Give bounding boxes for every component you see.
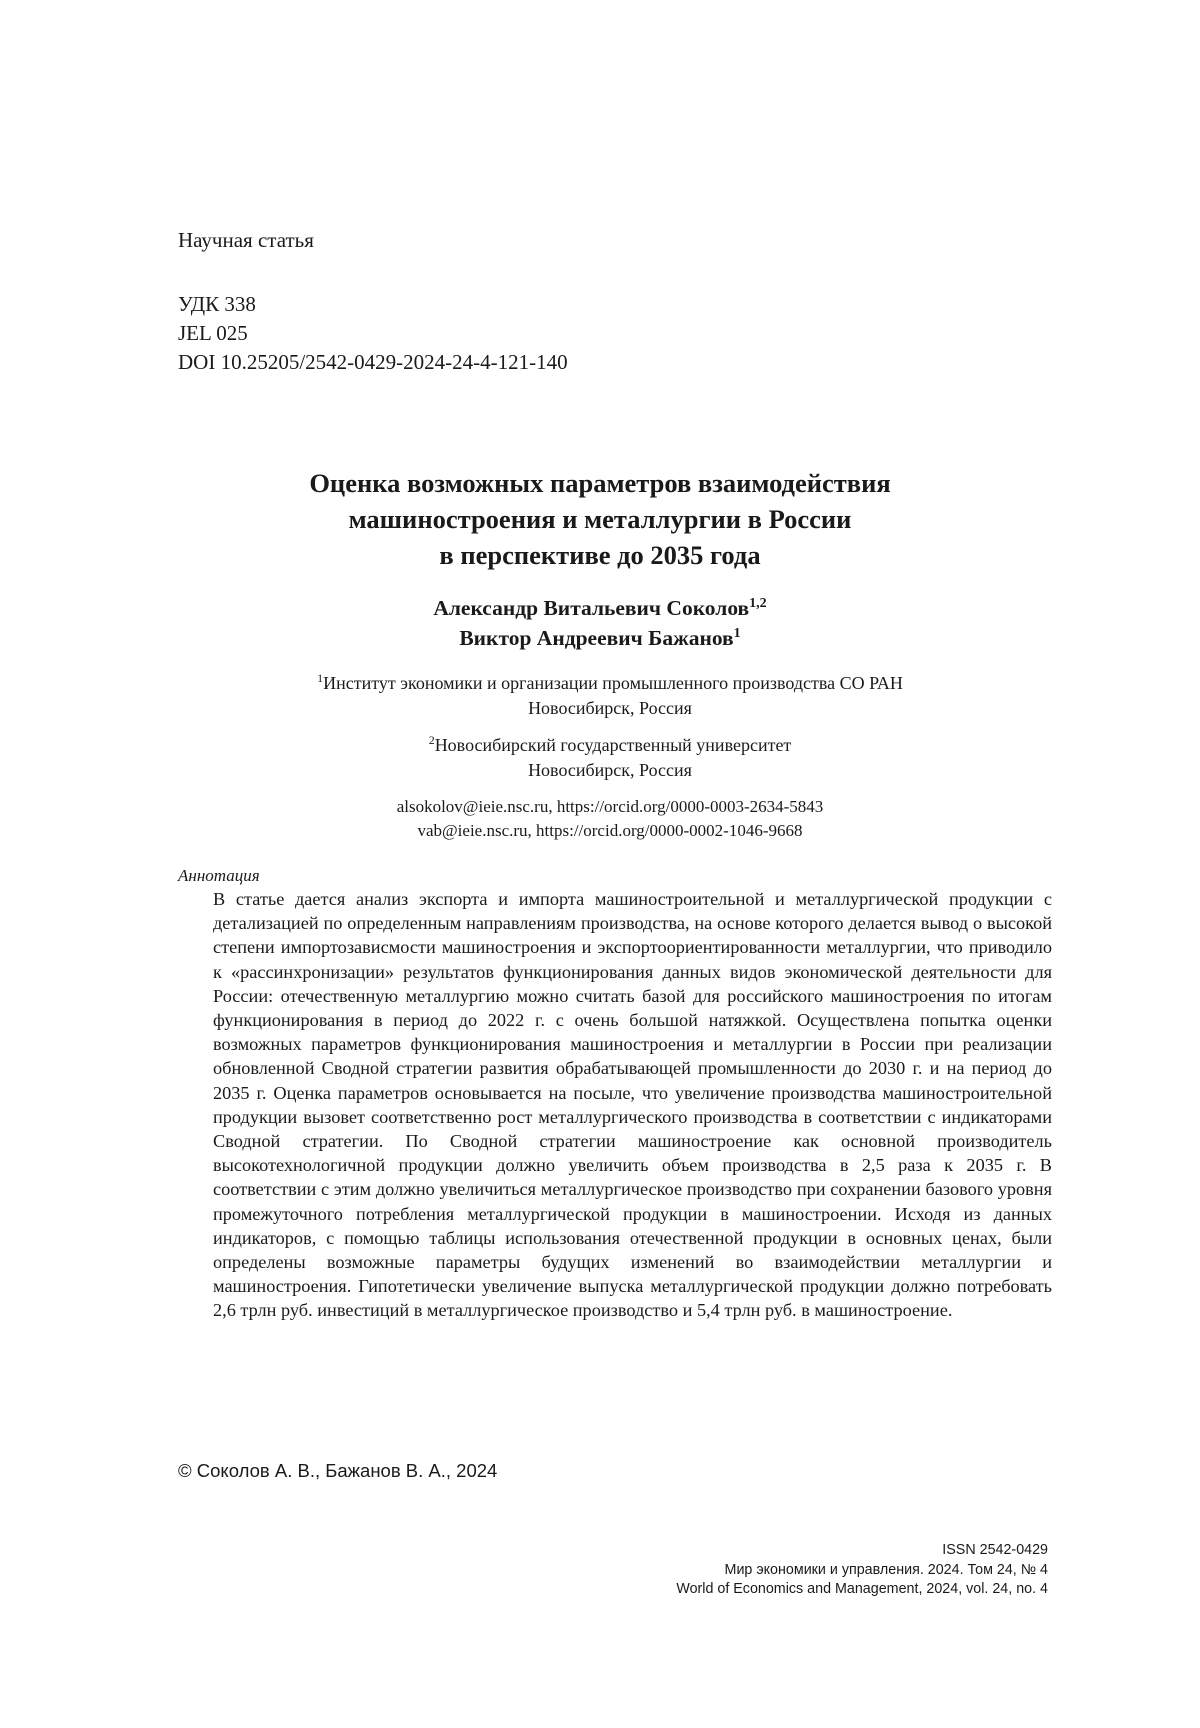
author-1 bbox=[150, 593, 1050, 623]
affiliation-2-name: Новосибирский государственный университет bbox=[434, 735, 792, 755]
jel-code: JEL 025 bbox=[178, 321, 248, 345]
article-identifiers bbox=[178, 290, 568, 377]
author-1-affiliation-ref: 1,2 bbox=[749, 595, 767, 611]
article-title bbox=[150, 465, 1050, 573]
contact-1[interactable]: alsokolov@ieie.nsc.ru, https://orcid.org/0000-0003-2634-5843 bbox=[396, 797, 824, 816]
title-line-1: Оценка возможных параметров взаимодействия bbox=[309, 468, 891, 498]
affiliation-1-city: Новосибирск, Россия bbox=[528, 698, 692, 718]
affiliation-1-name: Институт экономики и организации промышленного производства СО РАН bbox=[323, 673, 903, 693]
author-contacts bbox=[150, 795, 1070, 843]
authors bbox=[150, 593, 1050, 653]
author-2-name: Виктор Андреевич Бажанов bbox=[459, 626, 734, 650]
title-line-2: машиностроения и металлургии в России bbox=[348, 504, 852, 534]
affiliation-1 bbox=[150, 671, 1070, 721]
article-type: Научная статья bbox=[178, 228, 314, 252]
affiliation-2-number: 2 bbox=[428, 733, 435, 747]
affiliation-2-city: Новосибирск, Россия bbox=[528, 760, 692, 780]
affiliation-2 bbox=[150, 733, 1070, 783]
title-line-3: в перспективе до 2035 года bbox=[439, 540, 761, 570]
issn: ISSN 2542-0429 bbox=[942, 1542, 1048, 1558]
abstract-text: В статье дается анализ экспорта и импорта машиностроительной и металлургической продукции с детализацией по определенным направлениям производства, на основе которого делается вывод о высокой степени импортозависмости машиностроения и экспортоориентированности металлургии, что приводило к «рассинхронизации» результатов функционирования данных видов экономической деятельности для России: отечественную металлургию можно считать базой для российского машиностроения по итогам функционирования в период до 2022 г. с очень большой натяжкой. Осуществлена попытка оценки возможных параметров функционирования машиностроения и металлургии в России при реализации обновленной Сводной стратегии развития обрабатывающей промышленности до 2030 г. и на период до 2035 г. Оценка параметров основывается на посыле, что увеличение производства машиностроительной продукции вызовет соответственно рост металлургического производства в соответствии с индикаторами Сводной стратегии. По Сводной стратегии машиностроение как основной производитель высокотехнологичной продукции должно увеличить объем производства в 2,5 раза к 2035 г. В соответствии с этим должно увеличиться металлургическое производство при сохранении базового уровня промежуточного потребления металлургической продукции в машиностроении. Исходя из данных индикаторов, с помощью таблицы использования отечественной продукции в основных ценах, были определены возможные параметры будущих изменений во взаимодействии металлургии и машиностроения. Гипотетически увеличение выпуска металлургической продукции должно потребовать 2,6 трлн руб. инвестиций в металлургическое производство и 5,4 трлн руб. в машиностроение. bbox=[213, 889, 1052, 1321]
author-1-name: Александр Витальевич Соколов bbox=[433, 596, 750, 620]
journal-title-en: World of Economics and Management, 2024, vol. 24, no. 4 bbox=[676, 1581, 1048, 1597]
doi: DOI 10.25205/2542-0429-2024-24-4-121-140 bbox=[178, 350, 568, 374]
journal-title-ru: Мир экономики и управления. 2024. Том 24, № 4 bbox=[724, 1561, 1048, 1578]
affiliation-1-number: 1 bbox=[317, 671, 324, 685]
author-2-affiliation-ref: 1 bbox=[733, 625, 741, 641]
copyright: © Соколов А. В., Бажанов В. А., 2024 bbox=[178, 1460, 498, 1481]
abstract-label: Аннотация bbox=[178, 866, 260, 885]
journal-info bbox=[676, 1541, 1048, 1600]
author-2 bbox=[150, 623, 1050, 653]
udk-code: УДК 338 bbox=[178, 292, 256, 316]
contact-2[interactable]: vab@ieie.nsc.ru, https://orcid.org/0000-0002-1046-9668 bbox=[417, 821, 803, 840]
